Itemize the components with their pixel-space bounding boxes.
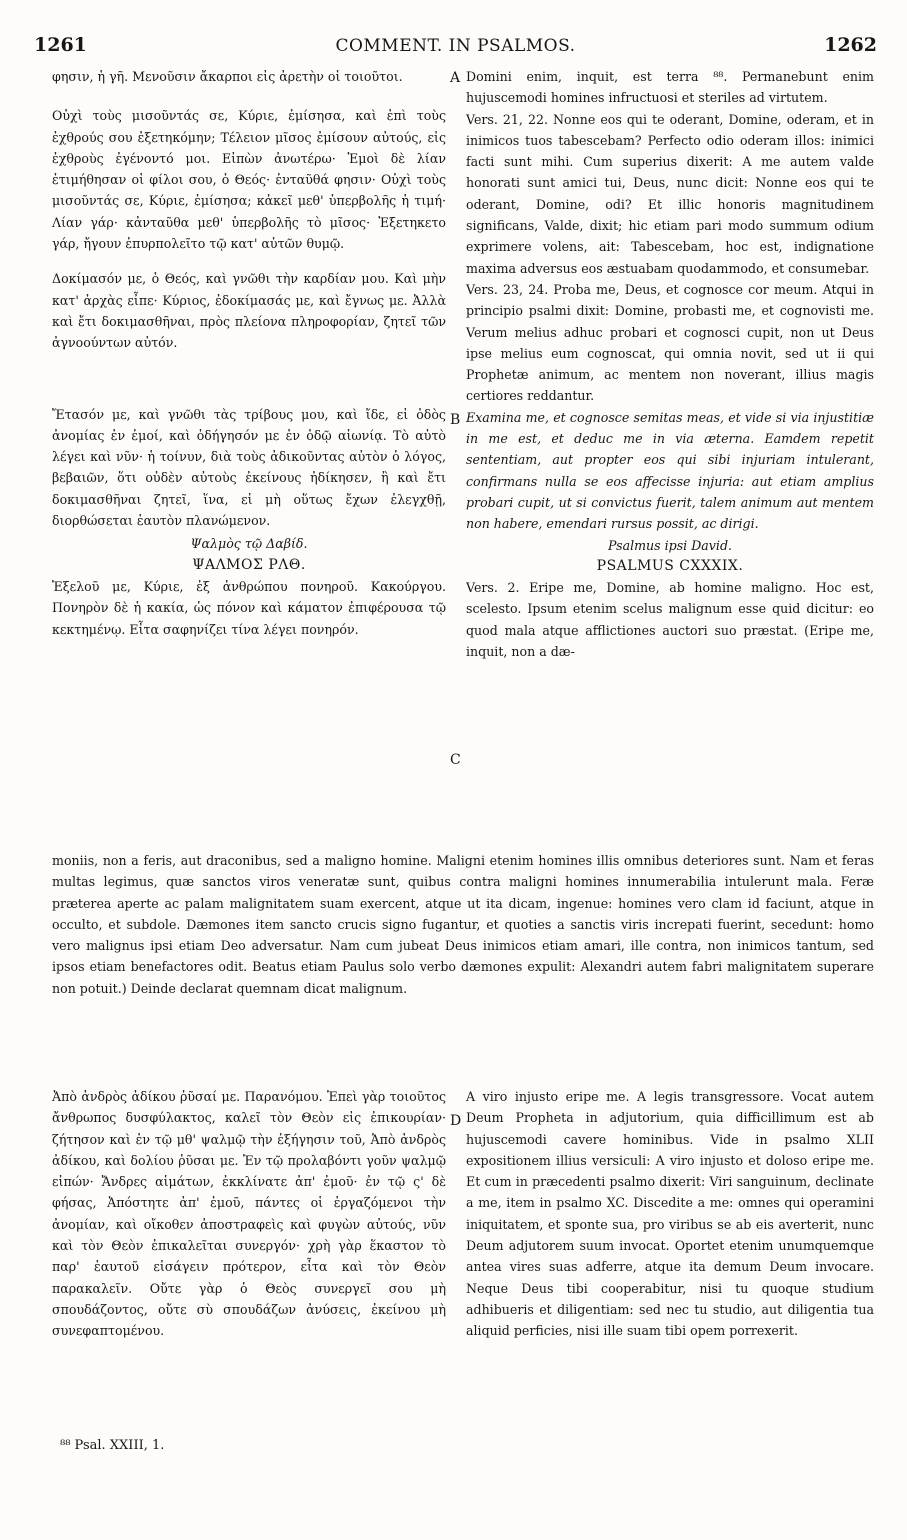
greek-paragraph: φησιν, ἡ γῆ. Μενοῦσιν ἄκαρποι εἰς ἀρετὴν οἱ τοιοῦτοι. <box>52 69 403 84</box>
latin-paragraph: Domini enim, inquit, est terra ⁸⁸. Permanebunt enim hujuscemodi homines infructuosi et steriles ad virtutem. <box>466 69 874 106</box>
margin-letter-a: A <box>450 70 461 86</box>
latin-paragraph: A viro injusto eripe me. A legis transgressore. Vocat autem Deum Propheta in adjutorium, quia difficillimum est ab hujuscemodi cavere hominibus. Vide in psalmo XLII expositionem illius versiculi: A viro injusto et doloso eripe me. Et cum in præcedenti psalmo dixerit: Viri sanguinum, declinate a me, item in psalmo XC. Discedite a me: omnes qui operamini iniquitatem, et sponte sua, pro viribus se ab eis averterit, nunc Deum adjutorem suum invocat. Oportet etenim unumquemque antea vires suas adferre, atque ita demum Deum invocare. Neque Deus tibi cooperabitur, nisi tu quoque studium adhibueris et diligentiam: sed nec tu studio, aut diligentia tua aliquid perficies, nisi ille suam tibi opem porrexerit. <box>466 1089 874 1339</box>
page-number-left: 1261 <box>34 34 87 56</box>
greek-paragraph: Ἐξελοῦ με, Κύριε, ἐξ ἀνθρώπου πονηροῦ. Κακούργου. Πονηρὸν δὲ ἡ κακία, ὡς πόνον καὶ κάματον ἐπιφέρουσα τῷ κεκτημένῳ. Εἶτα σαφηνίζει τίνα λέγει πονηρόν. <box>52 578 446 637</box>
psalm-number-latin: PSALMUS CXXXIX. <box>596 557 744 574</box>
psalm-heading-latin: Psalmus ipsi David. <box>607 537 733 553</box>
page-number-right: 1262 <box>824 34 877 56</box>
margin-letter-d: D <box>450 1113 462 1129</box>
greek-column-lower <box>52 1086 446 1342</box>
greek-paragraph: Ἀπὸ ἀνδρὸς ἀδίκου ῥῦσαί με. Παρανόμου. Ἐπεὶ γὰρ τοιοῦτος ἄνθρωπος δυσφύλακτος, καλεῖ τὸν Θεὸν εἰς ἐπικουρίαν· ζήτησον καὶ ἐν τῷ μθ' ψαλμῷ τὴν ἐξήγησιν τοῦ, Ἀπὸ ἀνδρὸς ἀδίκου, καὶ δολίου ῥῦσαι με. Ἐν τῷ προλαβόντι γοῦν ψαλμῷ εἰπών· Ἄνδρες αἱμάτων, ἐκκλίνατε ἀπ' ἐμοῦ· ἐν τῷ ς' δὲ φήσας, Ἀπόστητε ἀπ' ἐμοῦ, πάντες οἱ ἐργαζόμενοι τὴν ἀνομίαν, καὶ οἴκοθεν ἀποστραφεὶς καὶ φυγὼν αὐτούς, νῦν καὶ τὸν Θεὸν ἐπικαλεῖται συνεργόν· χρὴ γὰρ ἕκαστον τὸ παρ' ἑαυτοῦ εἰσάγειν πρότερον, εἶτα καὶ τὸν Θεὸν παρακαλεῖν. Οὔτε γὰρ ὁ Θεὸς συνεργεῖ σου μὴ σπουδάζοντος, οὔτε σὺ σπουδάζων ἀνύσεις, ἐκείνου μὴ συνεφαπτομένου. <box>52 1089 446 1339</box>
latin-column-lower <box>466 1086 874 1342</box>
footnote: ⁸⁸ Psal. XXIII, 1. <box>60 1438 165 1453</box>
running-header <box>34 34 877 60</box>
margin-letter-b: B <box>450 412 461 428</box>
latin-full-width-block <box>52 850 874 999</box>
psalm-heading-greek: Ψαλμὸς τῷ Δαβίδ. <box>190 536 308 552</box>
margin-letter-c: C <box>450 752 461 768</box>
greek-column-upper <box>52 66 446 640</box>
latin-paragraph: Vers. 2. Eripe me, Domine, ab homine maligno. Hoc est, scelesto. Ipsum etenim scelus malignum esse quid dicitur: eo quod mala atque afflictiones auctori suo præstat. (Eripe me, inquit, non a dæ- <box>466 580 874 660</box>
latin-paragraph: Vers. 21, 22. Nonne eos qui te oderant, Domine, oderam, et in inimicos tuos tabescebam? Perfecto odio oderam illos: inimici facti sunt mihi. Cum superius dixerit: A me autem valde honorati sunt amici tui, Deus, nunc dicit: Nonne eos qui te oderant, Domine, odi? Et illic honoris magnitudinem significans, Valde, dixit; hic etiam pari modo summum odium exprimere volens, ait: Tabescebam, hoc est, indignatione maxima adversus eos æstuabam quodammodo, et consumebar. <box>466 111 874 276</box>
latin-paragraph: Vers. 23, 24. Proba me, Deus, et cognosce cor meum. Atqui in principio psalmi dixit: Domine, probasti me, et cognovisti me. Verum melius adhuc probari et cognosci cupit, non ut Deus ipse melius eum cognoscat, qui omnia novit, sed ut ii qui Prophetæ animum, ac mentem non noverant, illius magis certiores reddantur. <box>466 281 874 404</box>
greek-paragraph: Ἔτασόν με, καὶ γνῶθι τὰς τρίβους μου, καὶ ἴδε, εἰ ὁδὸς ἀνομίας ἐν ἐμοί, καὶ ὁδήγησόν με ἐν ὁδῷ αἰωνίᾳ. Τὸ αὐτὸ λέγει καὶ νῦν· ἡ τοίνυν, διὰ τοὺς ἀδικοῦντας αὐτὸν ὁ λόγος, βεβαιῶν, ὅτι οὐδὲν αὐτοὺς ἐκείνους ἠδίκησεν, ἢ καὶ ἔτι δοκιμασθῆναι ζητεῖ, ἵνα, εἰ μὴ οὕτως ἔχων ἐλεγχθῇ, διορθώσεται ἑαυτὸν πλανώμενον. <box>52 406 446 529</box>
running-title: COMMENT. IN PSALMOS. <box>335 36 576 56</box>
psalm-number-greek: ΨΑΛΜΟΣ ΡΛΘ. <box>192 556 306 573</box>
greek-paragraph: Οὐχὶ τοὺς μισοῦντάς σε, Κύριε, ἐμίσησα, καὶ ἐπὶ τοὺς ἐχθρούς σου ἐξετηκόμην; Τέλειον μῖσος ἐμίσουν αὐτούς, εἰς ἐχθροὺς ἐγένοντό μοι. Εἰπὼν ἀνωτέρω· Ἐμοὶ δὲ λίαν ἐτιμήθησαν οἱ φίλοι σου, ὁ Θεός· ἐνταῦθά φησιν· Οὐχὶ τοὺς μισοῦντάς σε, Κύριε, ἐμίσησα; κἀκεῖ μεθ' ὑπερβολῆς ἡ τιμή· Λίαν γάρ· κἀνταῦθα μεθ' ὑπερβολῆς τὸ μῖσος· Ἐξετηκετο γάρ, ἤγουν ἐπυρπολεῖτο τῷ κατ' αὐτῶν θυμῷ. <box>52 108 446 252</box>
greek-paragraph: Δοκίμασόν με, ὁ Θεός, καὶ γνῶθι τὴν καρδίαν μου. Καὶ μὴν κατ' ἀρχὰς εἶπε· Κύριος, ἐδοκίμασάς με, καὶ ἔγνως με. Ἀλλὰ καὶ ἔτι δοκιμασθῆναι, πρὸς πλείονα πληροφορίαν, ζητεῖ τῶν ἀγνοούντων αὐτόν. <box>52 271 446 351</box>
latin-paragraph: Examina me, et cognosce semitas meas, et vide si via injustitiæ in me est, et deduc me in via æterna. Eamdem repetit sententiam, aut propter eos qui sibi injuriam intulerant, confirmans nulla se eos affecisse injuria: aut etiam amplius probari cupit, ut si convictus fuerit, talem animum aut mentem non habere, emendari rursus possit, ac dirigi. <box>466 409 874 532</box>
latin-paragraph-continued: moniis, non a feris, aut draconibus, sed a maligno homine. Maligni etenim homines illis omnibus deteriores sunt. Nam et feras multas legimus, quæ sanctos viros veneratæ sunt, quibus contra maligni homines innumerabilia intulerunt mala. Feræ præterea aperte ac palam malignitatem suam exercent, atque ut ita dicam, ingenue: homines vero clam id faciunt, atque in occulto, et subdole. Dæmones item sancto crucis signo fugantur, et quoties a sanctis viris increpati fuerint, secedunt: homo vero malignus ipsi etiam Deo adversatur. Nam cum jubeat Deus inimicos etiam amari, ille contra, non inimicos tantum, sed ipsos etiam benefactores odit. Beatus etiam Paulus solo verbo dæmones expulit: Alexandri autem fabri malignitatem superare non potuit.) Deinde declarat quemnam dicat malignum. <box>52 853 874 996</box>
latin-column-upper <box>466 66 874 662</box>
